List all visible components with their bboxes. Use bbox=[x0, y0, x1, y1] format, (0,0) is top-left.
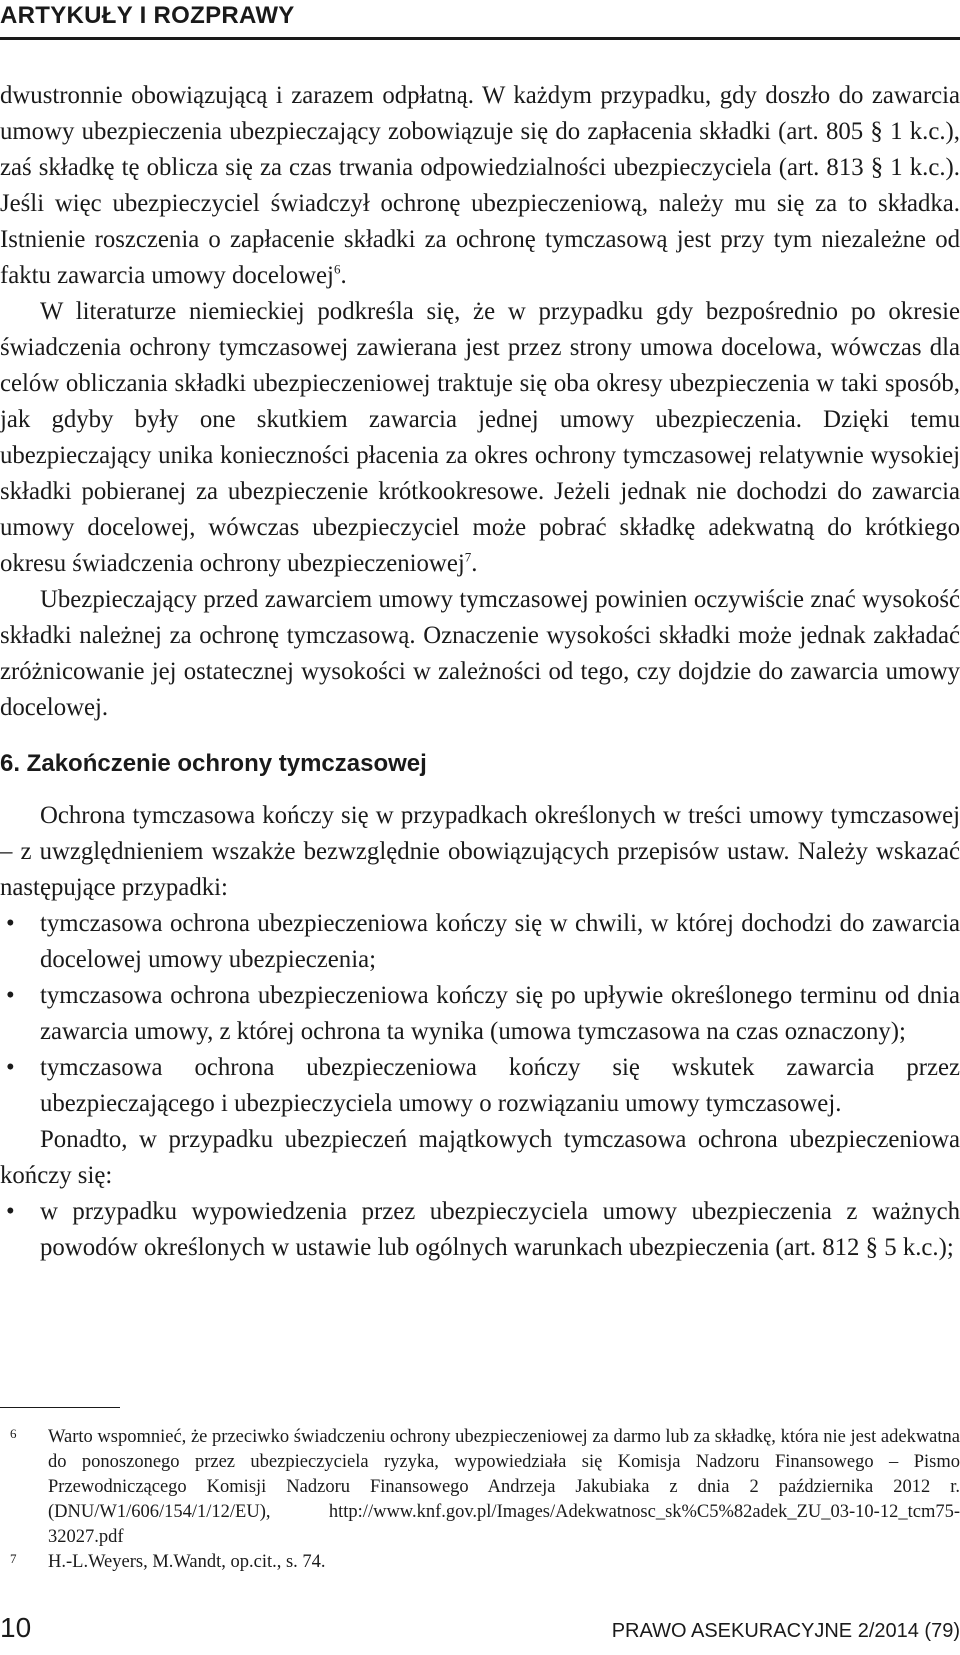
list-item: • tymczasowa ochrona ubezpieczeniowa kończy się wskutek zawarcia przez ubezpieczającego i ubezpieczyciela umowy o rozwiązaniu umowy tymczasowej. bbox=[0, 1050, 960, 1122]
journal-name: PRAWO ASEKURACYJNE 2/2014 (79) bbox=[611, 1620, 960, 1642]
termination-cases-list bbox=[0, 906, 960, 1122]
paragraph-3: Ubezpieczający przed zawarciem umowy tymczasowej powinien oczywiście znać wysokość składki należnej za ochronę tymczasową. Oznaczenie wysokości składki może jednak zakładać zróżnicowanie jej ostatecznej wysokości w zależności od tego, czy dojdzie do zawarcia umowy docelowej. bbox=[0, 586, 960, 721]
bullet-icon: • bbox=[6, 982, 15, 1009]
paragraph-1: dwustronnie obowiązującą i zarazem odpłatną. W każdym przypadku, gdy doszło do zawarcia umowy ubezpieczenia ubezpieczający zobowiązuje się do zapłacenia składki (art. 805 § 1 k.c.), zaś składkę tę oblicza się za czas trwania odpowiedzialności ubezpieczyciela (art. 813 § 1 k.c.). Jeśli więc ubezpieczyciel świadczył ochronę ubezpieczeniową, należy mu się za to składka. Istnienie roszczenia o zapłacenie składki za ochronę tymczasową jest przy tym niezależne od faktu zawarcia umowy docelowej$^6$. bbox=[0, 82, 960, 289]
list-item: • tymczasowa ochrona ubezpieczeniowa kończy się po upływie określonego terminu od dnia zawarcia umowy, z której ochrona ta wynika (umowa tymczasowa na czas oznaczony); bbox=[0, 978, 960, 1050]
list-item: • w przypadku wypowiedzenia przez ubezpieczyciela umowy ubezpieczenia z ważnych powodów określonych w ustawie lub ogólnych warunkach ubezpieczenia (art. 812 § 5 k.c.); bbox=[0, 1194, 960, 1266]
page-number: 10 bbox=[0, 1612, 32, 1643]
property-insurance-list bbox=[0, 1194, 960, 1266]
footnotes bbox=[0, 1425, 960, 1575]
article-body bbox=[0, 78, 960, 1266]
footnote-7 bbox=[0, 1550, 960, 1575]
bullet-icon: • bbox=[6, 910, 15, 937]
footnote-text: Warto wspomnieć, że przeciwko świadczeniu ochrony ubezpieczeniowej za darmo lub za składkę, która nie jest adekwatna do ponoszonego przez ubezpieczyciela ryzyka, wypowiedziała się Komisja Nadzoru Finansowego – Pismo Przewodniczącego Komisji Nadzoru Finansowego Andrzeja Jakubiaka z dnia 2 października 2012 r. (DNU/W1/606/154/1/12/EU), http://www.knf.gov.pl/Images/Adekwatnosc_sk%C5%82adek_ZU_03-10-12_tcm75-32027.pdf bbox=[48, 1427, 960, 1547]
list-item: • tymczasowa ochrona ubezpieczeniowa kończy się w chwili, w której dochodzi do zawarcia docelowej umowy ubezpieczenia; bbox=[0, 906, 960, 978]
footnote-text: H.-L.Weyers, M.Wandt, op.cit., s. 74. bbox=[48, 1552, 326, 1572]
footnote-6 bbox=[0, 1425, 960, 1550]
bullet-icon: • bbox=[6, 1054, 15, 1081]
header-title: ARTYKUŁY I ROZPRAWY bbox=[0, 2, 295, 29]
footnote-number: 7 bbox=[10, 1551, 17, 1566]
section-heading: 6. Zakończenie ochrony tymczasowej bbox=[0, 750, 427, 777]
section-intro: Ochrona tymczasowa kończy się w przypadkach określonych w treści umowy tymczasowej – z uwzględnieniem wszakże bezwzględnie obowiązujących przepisów ustaw. Należy wskazać następujące przypadki: bbox=[0, 802, 960, 901]
footnote-divider bbox=[0, 1407, 120, 1408]
footnote-number: 6 bbox=[10, 1426, 17, 1441]
section-after: Ponadto, w przypadku ubezpieczeń majątkowych tymczasowa ochrona ubezpieczeniowa kończy się: bbox=[0, 1126, 960, 1189]
paragraph-2: W literaturze niemieckiej podkreśla się, że w przypadku gdy bezpośrednio po okresie świadczenia ochrony tymczasowej zawierana jest przez strony umowa docelowa, wówczas dla celów obliczania składki ubezpieczeniowej traktuje się oba okresy ubezpieczenia w taki sposób, jak gdyby były one skutkiem zawarcia jednej umowy ubezpieczenia. Dzięki temu ubezpieczający unika konieczności płacenia za okres ochrony tymczasowej relatywnie wysokiej składki pobieranej za ubezpieczenie krótkookresowe. Jeżeli jednak nie dochodzi do zawarcia umowy docelowej, wówczas ubezpieczyciel może pobrać składkę adekwatną do krótkiego okresu świadczenia ochrony ubezpieczeniowej$^7$. bbox=[0, 298, 960, 577]
footnote-ref-6[interactable]: 6 bbox=[333, 261, 341, 277]
bullet-icon: • bbox=[6, 1198, 15, 1225]
running-header bbox=[0, 0, 960, 40]
footnote-ref-7[interactable]: 7 bbox=[464, 549, 472, 565]
